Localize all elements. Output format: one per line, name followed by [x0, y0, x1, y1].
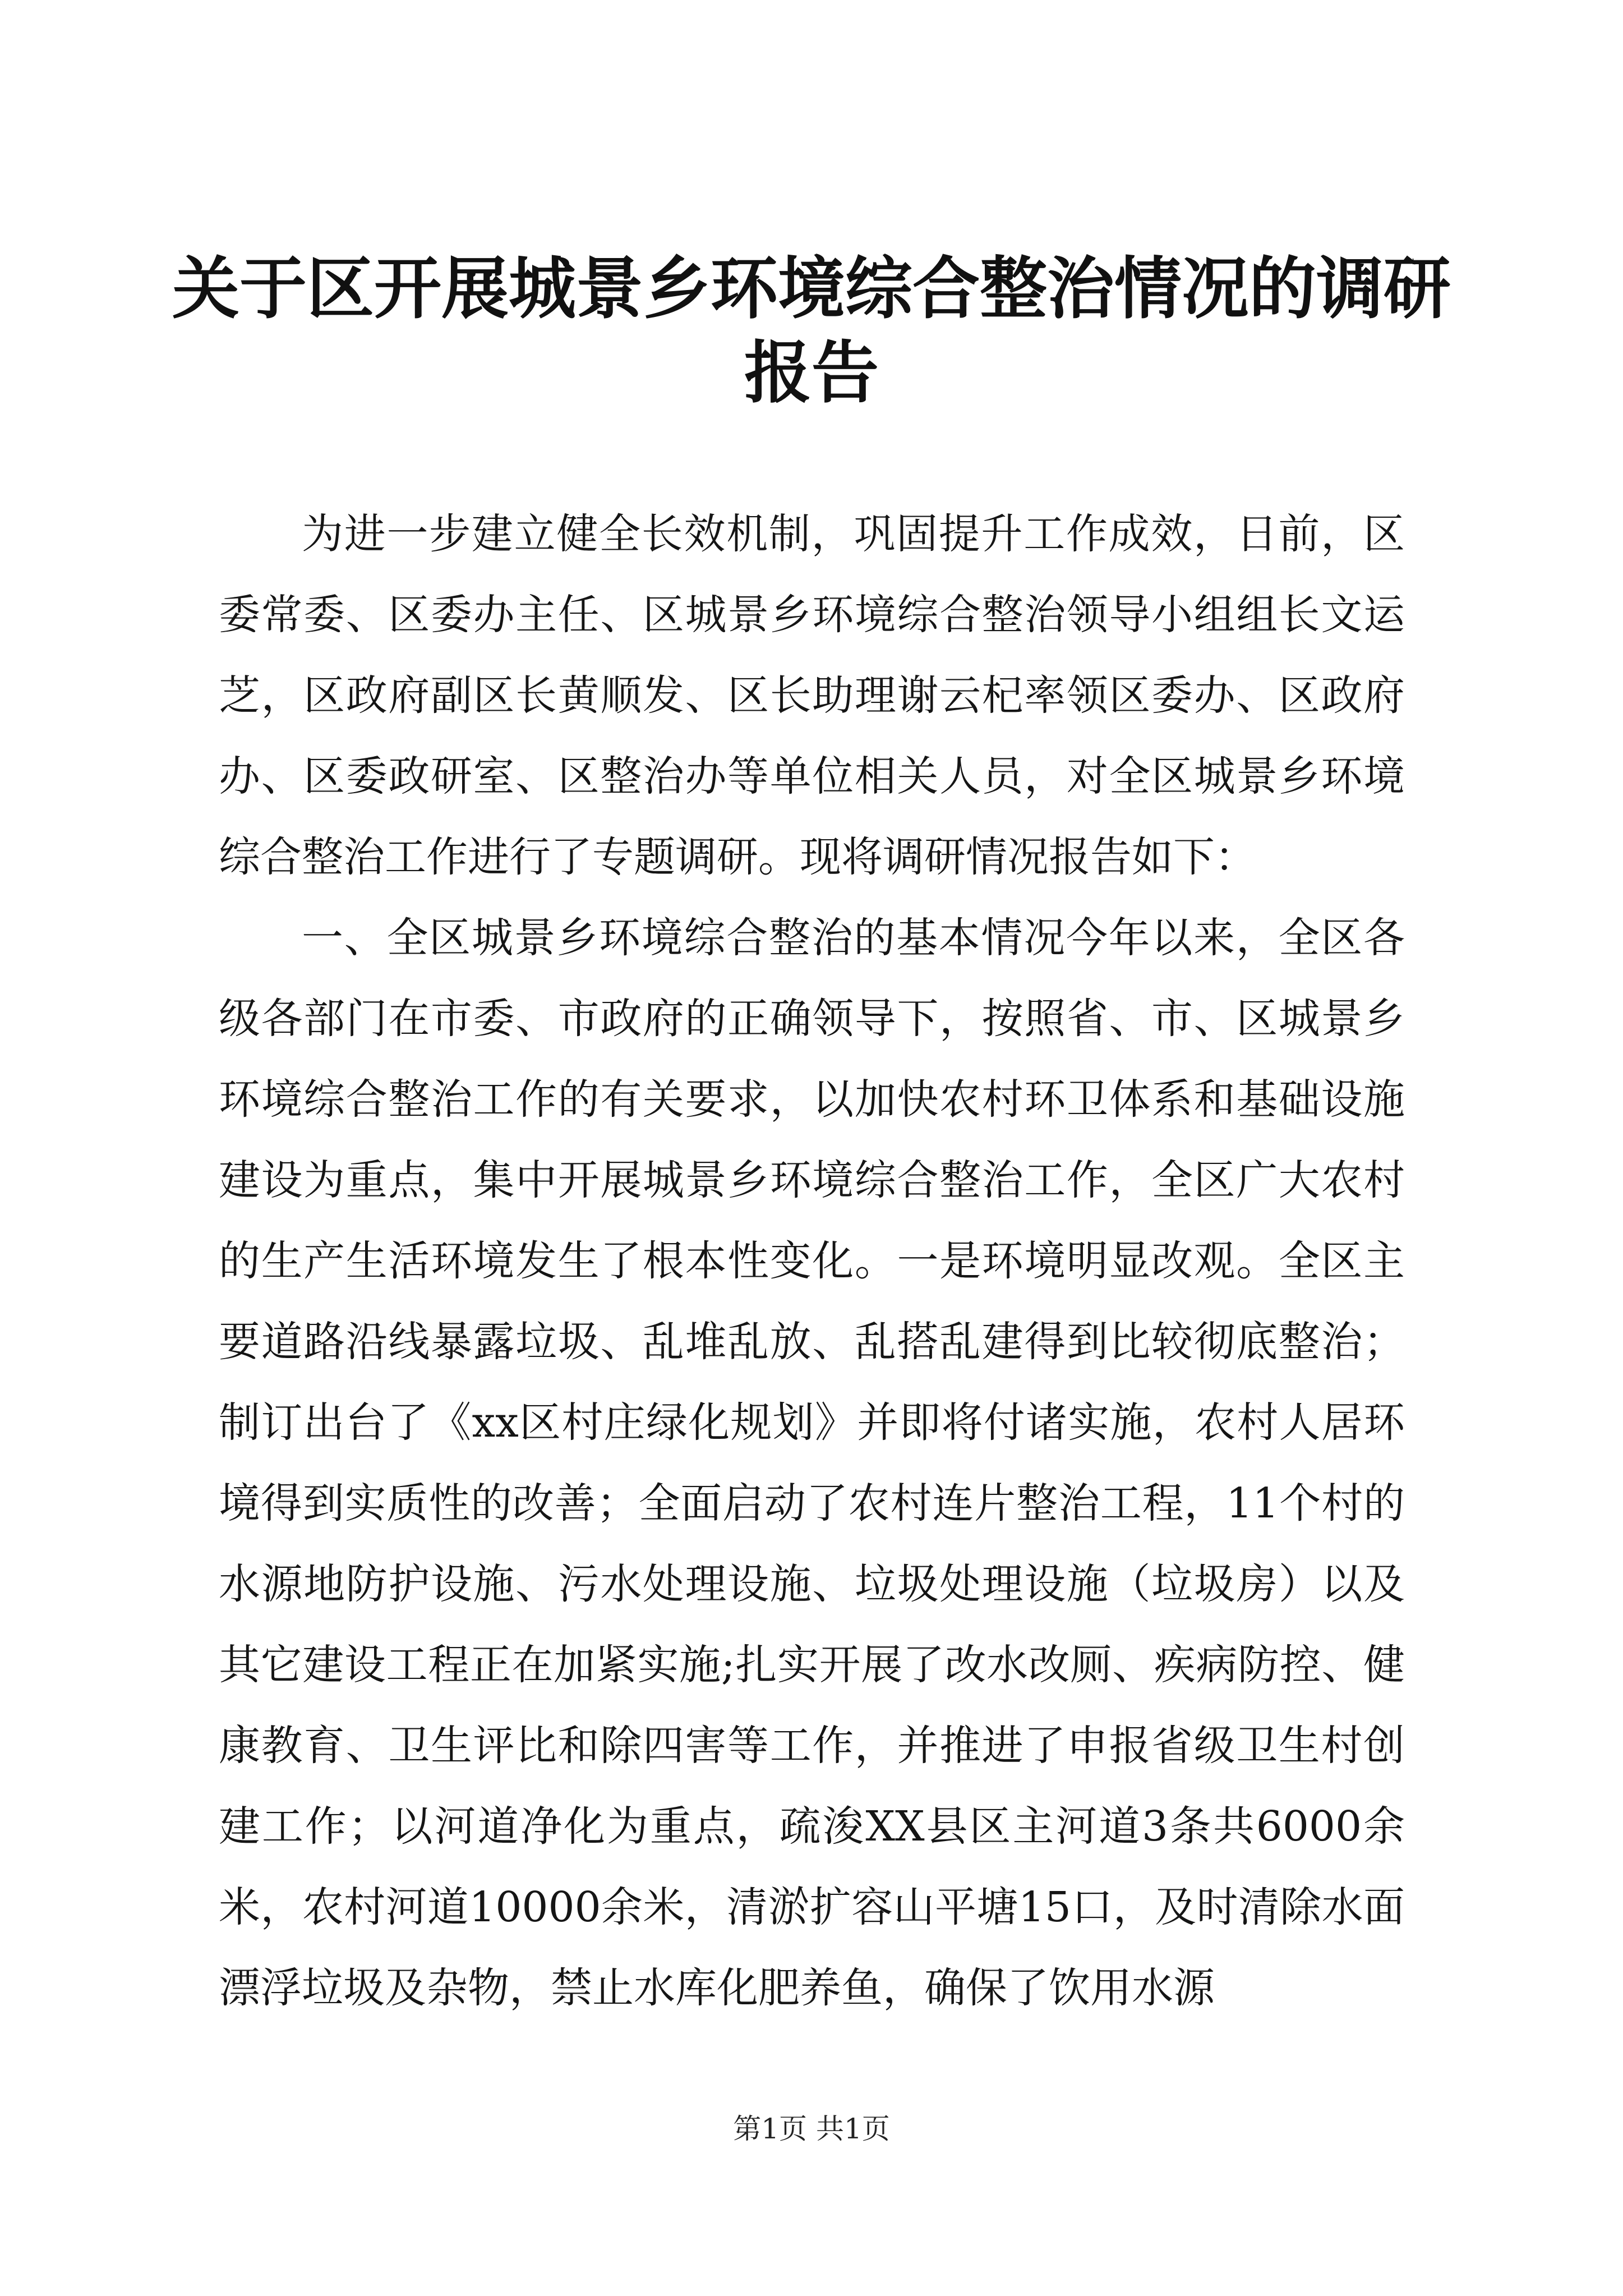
- document-body: [219, 494, 1405, 2028]
- document-title: 关于区开展城景乡环境综合整治情况的调研报告: [172, 249, 1451, 412]
- page-number-footer: 第1页 共1页: [733, 2113, 890, 2145]
- paragraph-intro: 为进一步建立健全长效机制，巩固提升工作成效，日前，区委常委、区委办主任、区城景乡环境综合整治领导小组组长文运芝，区政府副区长黄顺发、区长助理谢云杞率领区委办、区政府办、区委政研室、区整治办等单位相关人员，对全区城景乡环境综合整治工作进行了专题调研。现将调研情况报告如下：: [219, 510, 1405, 881]
- paragraph-section-1: 一、全区城景乡环境综合整治的基本情况今年以来，全区各级各部门在市委、市政府的正确领导下，按照省、市、区城景乡环境综合整治工作的有关要求，以加快农村环卫体系和基础设施建设为重点，集中开展城景乡环境综合整治工作，全区广大农村的生产生活环境发生了根本性变化。一是环境明显改观。全区主要道路沿线暴露垃圾、乱堆乱放、乱搭乱建得到比较彻底整治；制订出台了《xx区村庄绿化规划》并即将付诸实施，农村人居环境得到实质性的改善；全面启动了农村连片整治工程，11个村的水源地防护设施、污水处理设施、垃圾处理设施（垃圾房）以及其它建设工程正在加紧实施;扎实开展了改水改厕、疾病防控、健康教育、卫生评比和除四害等工作，并推进了申报省级卫生村创建工作；以河道净化为重点，疏浚XX县区主河道3条共6000余米，农村河道10000余米，清淤扩容山平塘15口，及时清除水面漂浮垃圾及杂物，禁止水库化肥养鱼，确保了饮用水源: [219, 914, 1405, 2012]
